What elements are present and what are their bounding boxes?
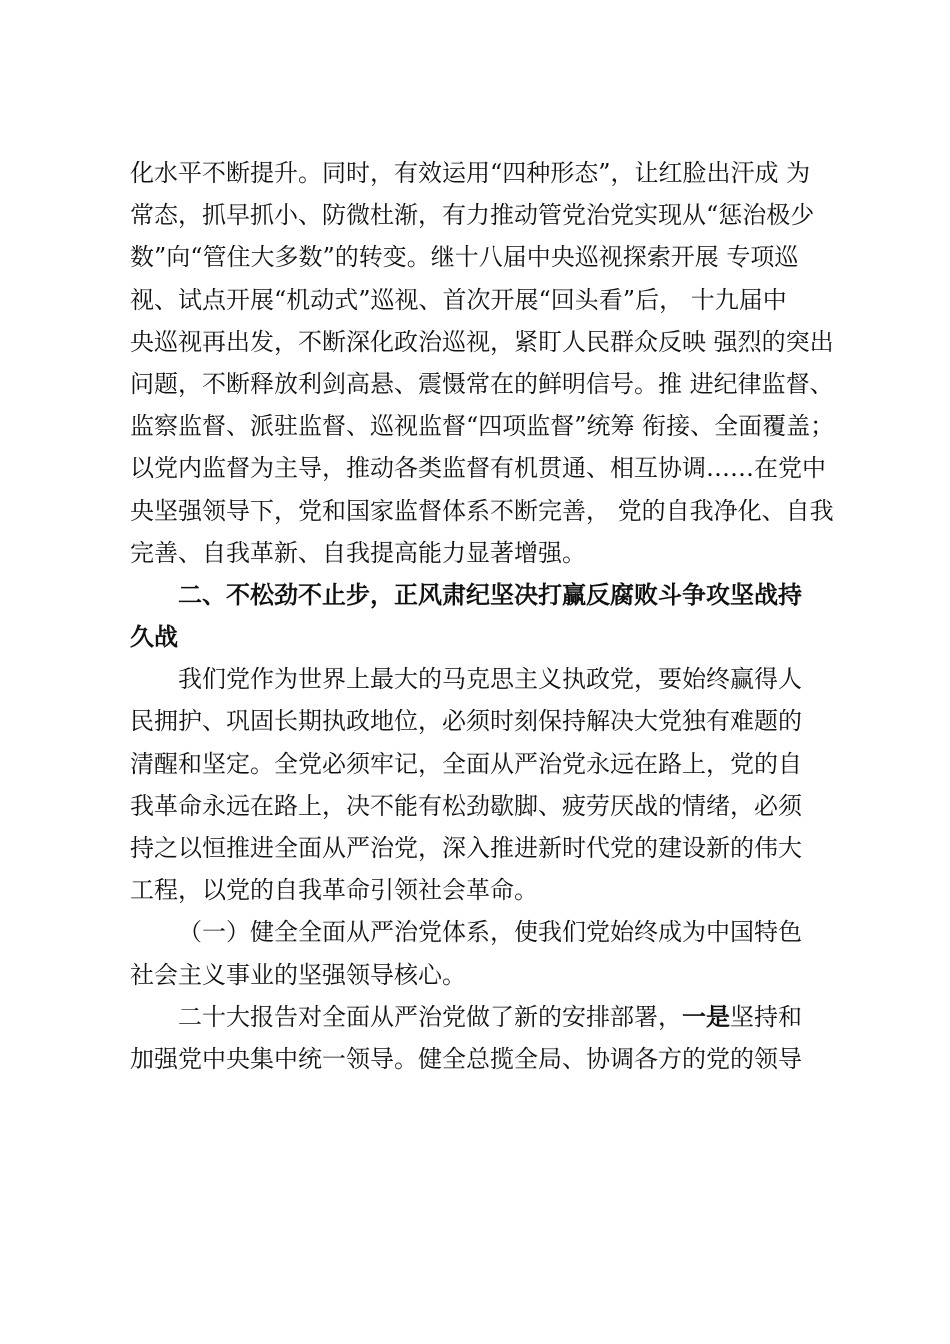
text-line: 加强党中央集中统一领导。健全总揽全局、协调各方的党的领导 [130,1044,802,1073]
section-heading [130,574,850,658]
subheading-line: （一）健全全面从严治党体系，使我们党始终成为中国特色 [178,918,802,947]
text-segment: 坚持和 [730,1002,802,1031]
text-line: 监察监督、派驻监督、巡视监督“四项监督”统筹 衔接、全面覆盖； [130,412,835,441]
text-line: 视、试点开展“机动式”巡视、首次开展“回头看”后， 十九届中 [130,285,787,314]
document-body [130,152,850,1080]
paragraph-1 [130,152,850,574]
text-line: 清醒和坚定。全党必须牢记，全面从严治党永远在路上，党的自 [130,749,802,778]
text-line: 我们党作为世界上最大的马克思主义执政党，要始终赢得人 [178,665,802,694]
emphasis-text: 一是 [682,1002,730,1031]
text-line: 央巡视再出发，不断深化政治巡视，紧盯人民群众反映 强烈的突出 [130,327,834,356]
text-line: 工程，以党的自我革命引领社会革命。 [130,876,538,905]
text-line: 数”向“管住大多数”的转变。继十八届中央巡视探索开展 专项巡 [130,243,799,272]
text-segment: 二十大报告对全面从严治党做了新的安排部署， [178,1002,682,1031]
text-line: 问题，不断释放利剑高悬、震慑常在的鲜明信号。推 进纪律监督、 [130,369,834,398]
text-line: 常态，抓早抓小、防微杜渐，有力推动管党治党实现从“惩治极少 [130,201,815,230]
heading-line: 久战 [130,623,178,652]
text-line: 化水平不断提升。同时，有效运用“四种形态”，让红脸出汗成 为 [130,159,811,187]
subsection-heading [130,911,850,995]
text-line: 以党内监督为主导，推动各类监督有机贯通、相互协调……在党中 [130,454,826,483]
paragraph-3 [130,996,850,1080]
text-line: 央坚强领导下，党和国家监督体系不断完善， 党的自我净化、自我 [130,496,834,525]
text-line: 民拥护、巩固长期执政地位，必须时刻保持解决大党独有难题的 [130,707,802,736]
text-line: 我革命永远在路上，决不能有松劲歇脚、疲劳厌战的情绪，必须 [130,791,802,820]
paragraph-2 [130,658,850,911]
subheading-line: 社会主义事业的坚强领导核心。 [130,960,466,989]
text-line: 完善、自我革新、自我提高能力显著增强。 [130,538,586,567]
text-line: 持之以恒推进全面从严治党，深入推进新时代党的建设新的伟大 [130,834,802,862]
heading-line: 二、不松劲不止步，正风肃纪坚决打赢反腐败斗争攻坚战持 [178,580,802,609]
text-line [130,996,850,1038]
